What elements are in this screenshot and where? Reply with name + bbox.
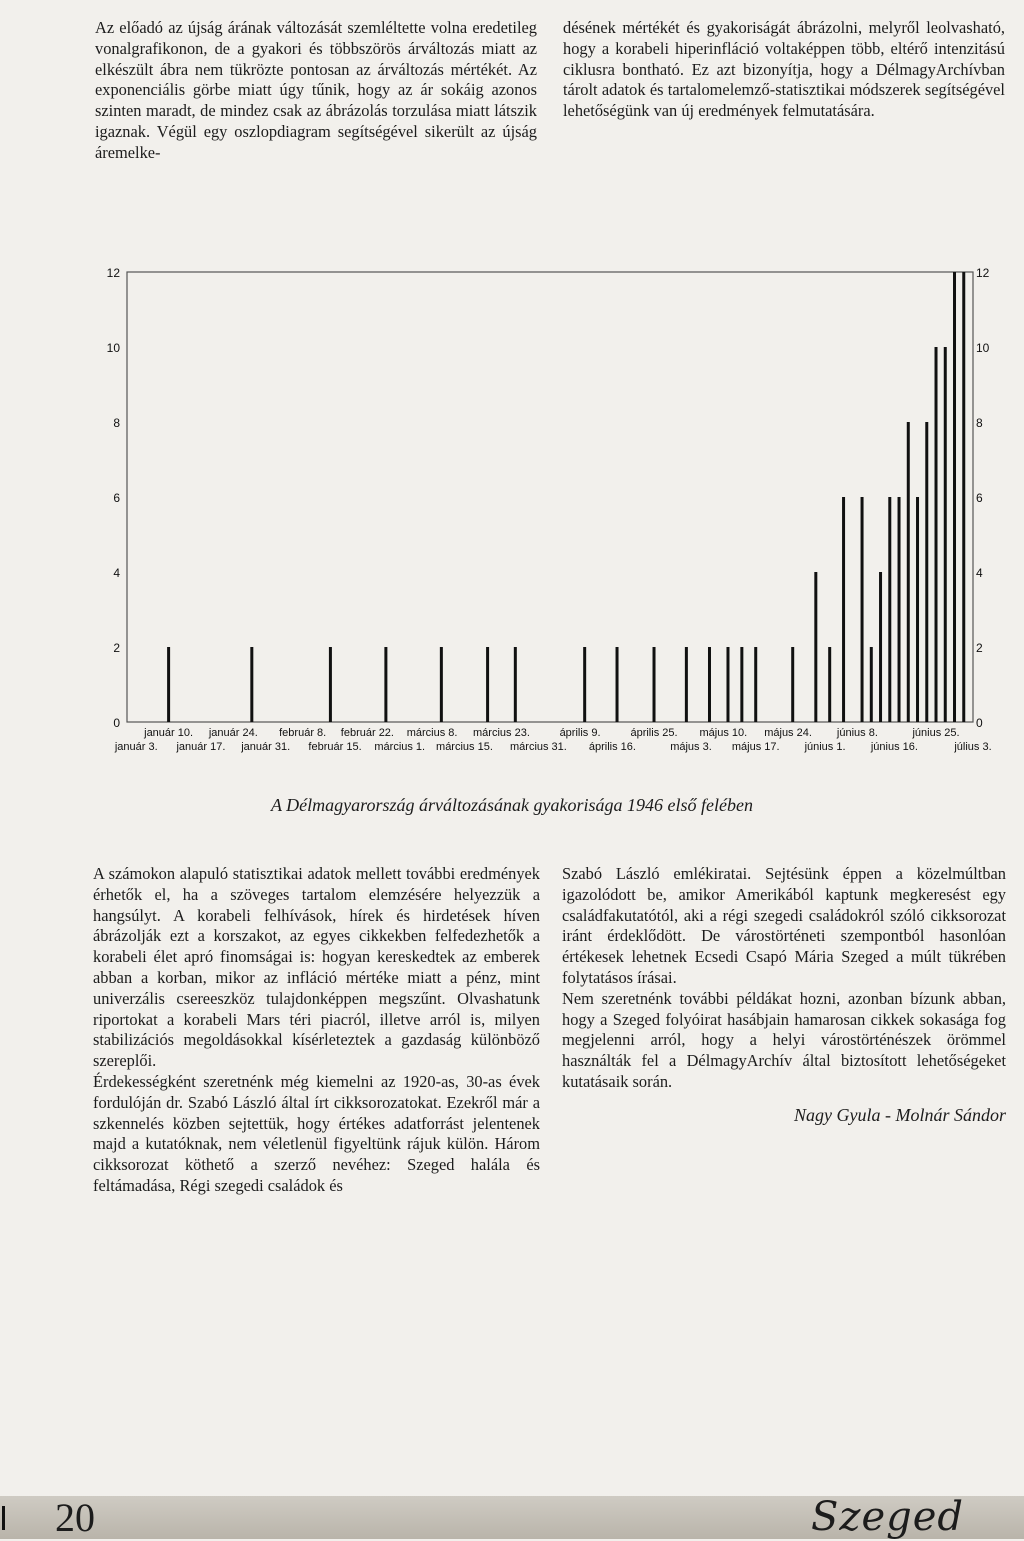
bar	[828, 647, 831, 722]
x-tick-label: február 22.	[340, 727, 394, 739]
bar	[907, 422, 910, 722]
y-tick-label-right: 10	[976, 341, 990, 355]
x-tick-label: április 16.	[588, 741, 636, 753]
y-tick-label-left: 10	[106, 341, 120, 355]
x-tick-label: július 3.	[954, 741, 992, 753]
article-paragraph: Nem szeretnénk további példákat hozni, azonban bízunk abban, hogy a Szeged folyóirat hasábjain hamarosan cikkek sokasága fog megjelenni arról, hogy a helyi várostörténészek örömmel használták fel a DélmagyArchív által biztosított lehetőségeket kutatásaik során.	[562, 988, 1006, 1091]
article-paragraph: désének mértékét és gyakoriságát ábrázolni, melyről leolvasható, hogy a korabeli hiperinfláció voltaképpen több, eltérő intenzitású ciklusra bontható. Ez azt bizonyítja, hogy a DélmagyArchívban tárolt adatok és tartalomelemző-statisztikai módszerek segítségével lehetőségünk van új eredmények felmutatására.	[563, 18, 1005, 121]
x-tick-label: február 15.	[308, 741, 362, 753]
article-column-top-left	[95, 18, 537, 164]
y-tick-label-left: 4	[113, 566, 120, 580]
bar	[861, 497, 864, 722]
bar	[898, 497, 901, 722]
bar	[888, 497, 891, 722]
x-tick-label: január 3.	[114, 741, 158, 753]
x-tick-label: március 31.	[510, 741, 567, 753]
y-tick-label-right: 0	[976, 716, 983, 730]
bar	[870, 647, 873, 722]
x-tick-label: március 23.	[473, 727, 530, 739]
y-tick-label-right: 12	[976, 266, 990, 280]
x-tick-label: január 10.	[144, 727, 194, 739]
bar	[708, 647, 711, 722]
magazine-logo: Szeged	[810, 1494, 964, 1540]
x-tick-label: június 1.	[804, 741, 846, 753]
x-tick-label: június 8.	[836, 727, 878, 739]
x-tick-label: május 3.	[670, 741, 712, 753]
y-tick-label-right: 2	[976, 641, 983, 655]
bar	[916, 497, 919, 722]
x-tick-label: január 24.	[208, 727, 258, 739]
bar	[250, 647, 253, 722]
article-column-top-right	[563, 18, 1005, 122]
x-tick-label: április 25.	[630, 727, 678, 739]
bar	[726, 647, 729, 722]
plot-frame	[127, 272, 973, 722]
y-tick-label-right: 8	[976, 416, 983, 430]
bar	[167, 647, 170, 722]
bar	[925, 422, 928, 722]
article-paragraph: A számokon alapuló statisztikai adatok mellett további eredmények érhetők el, ha a szöveges tartalom elemzésére helyezzük a hangsúlyt. A korabeli felhívások, hírek és hirdetések híven ábrázolják ezt a korszakot, az egyes cikkekben felfedezhetők a korabeli élet apró finomságai is: hogyan kereskedtek az emberek abban a korban, mikor az infláció mértéke miatt a pénz, mint univerzális csereeszköz tulajdonképpen megszűnt. Olvashatunk riportokat a korabeli Mars téri piacról, illetve arról is, milyen stabilizációs megoldásokkal kísérleteztek a gazdaság különböző szereplői.	[93, 864, 540, 1071]
x-tick-label: június 16.	[870, 741, 918, 753]
x-tick-label: március 8.	[406, 727, 458, 739]
x-tick-label: március 1.	[374, 741, 426, 753]
bar	[616, 647, 619, 722]
y-tick-label-left: 8	[113, 416, 120, 430]
article-paragraph: Az előadó az újság árának változását szemléltette volna eredetileg vonalgrafikonon, de a gyakori és többszörös árváltozás miatt az elkészült ábra nem tükrözte pontosan az árváltozás mértékét. Az exponenciális görbe miatt úgy tűnik, hogy az ár sokáig azonos szinten maradt, de mindez csak az ábrázolás torzulása miatt látszik igaznak. Végül egy oszlopdiagram segítségével sikerült az újság áremelke-	[95, 18, 537, 162]
price-change-chart	[0, 255, 1024, 775]
bar	[842, 497, 845, 722]
bar	[754, 647, 757, 722]
y-tick-label-left: 12	[106, 266, 120, 280]
bar	[791, 647, 794, 722]
page-number: 20	[55, 1495, 95, 1540]
article-paragraph: Szabó László emlékiratai. Sejtésünk éppen a közelmúltban igazolódott be, amikor Amerikából kaptunk megkeresést egy családfakutatótól, aki a régi szegedi családokról szóló cikksorozat iránt érdeklődött. De várostörténeti szempontból hasonlóan értékesek lehetnek Ecsedi Csapó Mária Szeged a múlt tükrében folytatásos írásai.	[562, 864, 1006, 987]
bar	[486, 647, 489, 722]
y-tick-label-left: 2	[113, 641, 120, 655]
bar	[953, 272, 956, 722]
y-tick-label-left: 6	[113, 491, 120, 505]
bar	[329, 647, 332, 722]
chart-caption: A Délmagyarország árváltozásának gyakorisága 1946 első felében	[271, 795, 753, 815]
x-tick-label: április 9.	[559, 727, 601, 739]
x-tick-label: január 17.	[176, 741, 226, 753]
x-tick-label: június 25.	[912, 727, 960, 739]
author-signature: Nagy Gyula - Molnár Sándor	[794, 1104, 1006, 1125]
bar	[514, 647, 517, 722]
bar	[583, 647, 586, 722]
y-tick-label-right: 4	[976, 566, 983, 580]
bar	[962, 272, 965, 722]
x-tick-label: március 15.	[436, 741, 493, 753]
bar	[944, 347, 947, 722]
y-tick-label-left: 0	[113, 716, 120, 730]
bar	[814, 572, 817, 722]
article-column-bottom-right	[562, 864, 1006, 1126]
bar	[384, 647, 387, 722]
bar	[653, 647, 656, 722]
bar	[685, 647, 688, 722]
x-tick-label: február 8.	[279, 727, 327, 739]
bar	[740, 647, 743, 722]
chart-canvas	[0, 255, 1024, 775]
bar	[440, 647, 443, 722]
x-tick-label: január 31.	[241, 741, 291, 753]
y-tick-label-right: 6	[976, 491, 983, 505]
bar	[879, 572, 882, 722]
x-tick-label: május 10.	[699, 727, 748, 739]
article-paragraph: Érdekességként szeretnénk még kiemelni az 1920-as, 30-as évek fordulóján dr. Szabó László által írt cikksorozatokat. Ezekről már a szkennelés közben sejtettük, hogy értékes adatforrást jelentenek majd a kutatóknak, nem véletlenül figyeltünk rájuk külön. Három cikksorozat köthető a szerző nevéhez: Szeged halála és feltámadása, Régi szegedi családok és	[93, 1071, 540, 1195]
bar	[935, 347, 938, 722]
margin-mark	[2, 1506, 5, 1530]
x-tick-label: május 17.	[731, 741, 780, 753]
article-column-bottom-left	[93, 864, 540, 1197]
x-tick-label: május 24.	[764, 727, 812, 739]
